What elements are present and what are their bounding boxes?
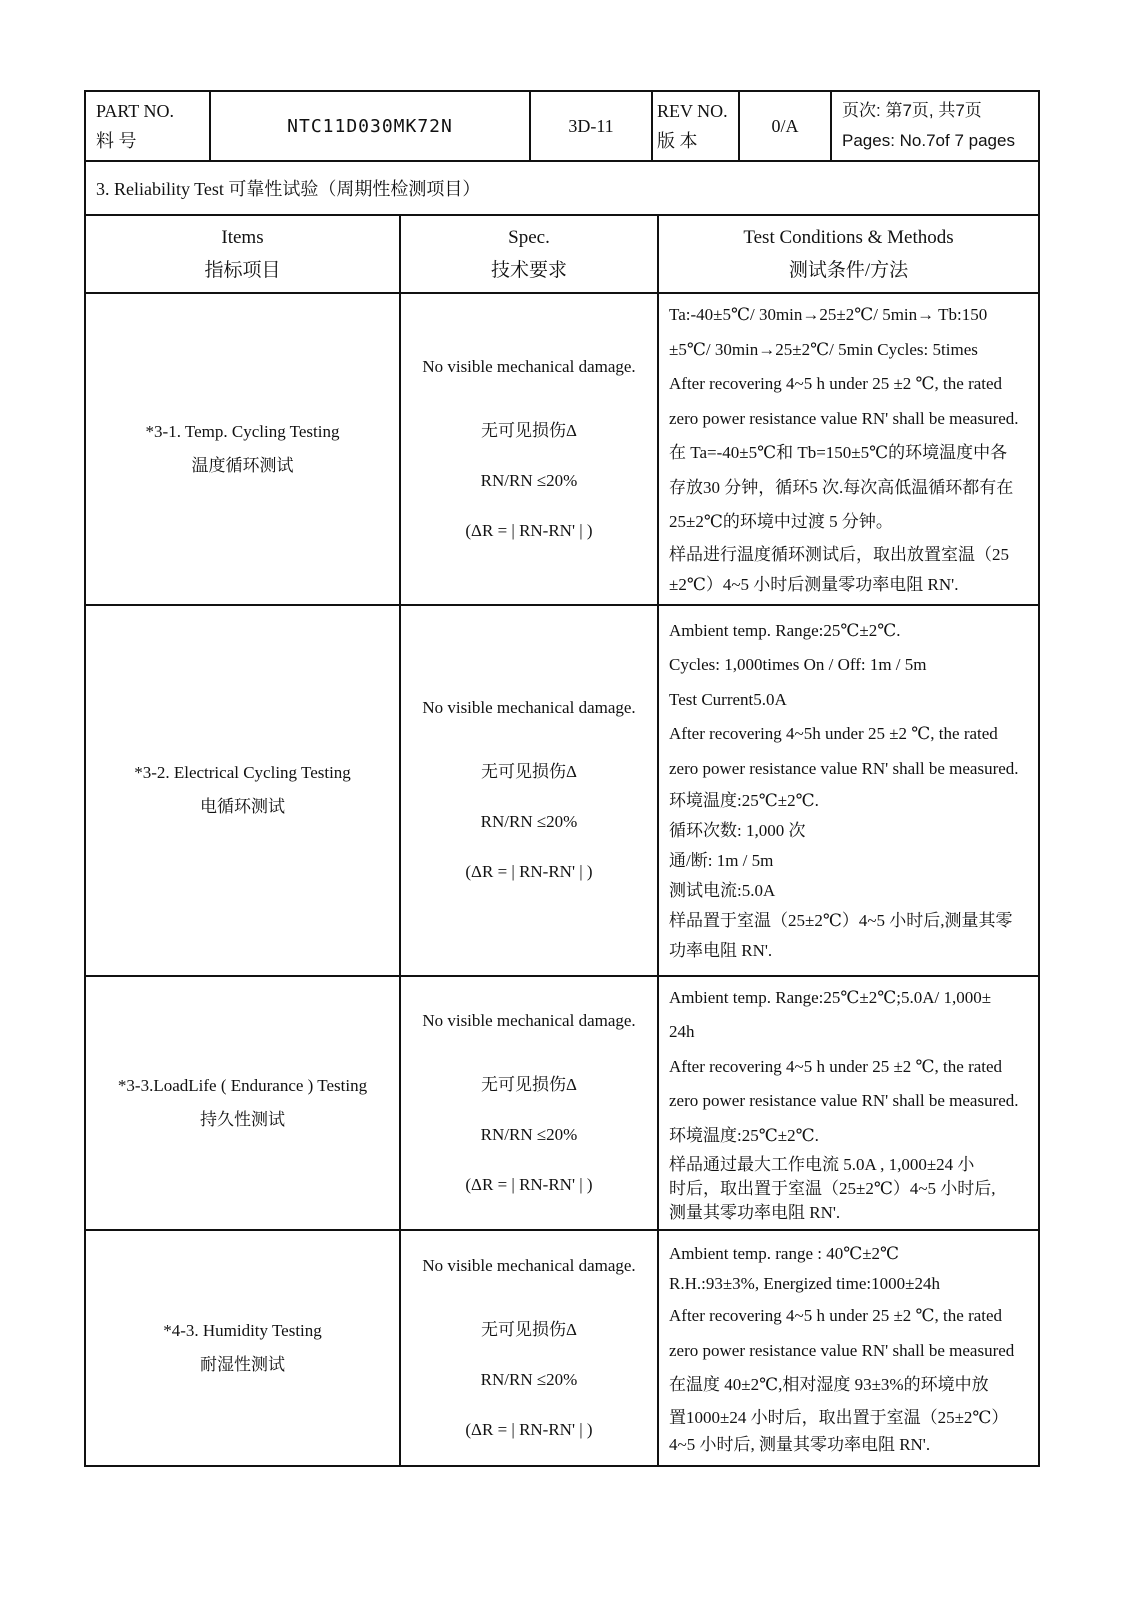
header-table — [84, 90, 1040, 162]
table-row — [85, 976, 1039, 1231]
rev-no-label: REV NO. 版 本 — [652, 91, 739, 161]
column-header-items: Items 指标项目 — [85, 215, 400, 293]
table-row — [85, 1230, 1039, 1466]
conditions-cell: Ambient temp. Range:25℃±2℃. Cycles: 1,000times On / Off: 1m / 5m Test Current5.0A After recovering 4~5h under 25 ±2 ℃, the rated zero power resistance value RN' shall be measured. 环境温度:25℃±2℃. 循环次数: 1,000 次 通/断: 1m / 5m 测试电流:5.0A 样品置于室温（25±2℃）4~5 小时后,测量其零 功率电阻 RN'. — [658, 605, 1039, 976]
item-cell: *3-3.LoadLife ( Endurance ) Testing 持久性测试 — [85, 976, 400, 1231]
column-header-conditions: Test Conditions & Methods 测试条件/方法 — [658, 215, 1039, 293]
spec-cell: No visible mechanical damage. 无可见损伤Δ RN/RN ≤20% (ΔR = | RN-RN' | ) — [400, 605, 658, 976]
item-cell: *4-3. Humidity Testing 耐湿性测试 — [85, 1230, 400, 1466]
table-row — [85, 293, 1039, 605]
doc-code: 3D-11 — [530, 91, 652, 161]
conditions-cell: Ambient temp. range : 40℃±2℃ R.H.:93±3%, Energized time:1000±24h After recovering 4~5 h under 25 ±2 ℃, the rated zero power resistance value RN' shall be measured 在温度 40±2℃,相对湿度 93±3%的环境中放 置1000±24 小时后，取出置于室温（25±2℃） 4~5 小时后, 测量其零功率电阻 RN'. — [658, 1230, 1039, 1466]
conditions-cell: Ambient temp. Range:25℃±2℃;5.0A/ 1,000± 24h After recovering 4~5 h under 25 ±2 ℃, the rated zero power resistance value RN' shall be measured. 环境温度:25℃±2℃. 样品通过最大工作电流 5.0A , 1,000±24 小 时后，取出置于室温（25±2℃）4~5 小时后, 测量其零功率电阻 RN'. — [658, 976, 1039, 1231]
column-header-spec: Spec. 技术要求 — [400, 215, 658, 293]
table-row — [85, 605, 1039, 976]
spec-cell: No visible mechanical damage. 无可见损伤Δ RN/RN ≤20% (ΔR = | RN-RN' | ) — [400, 293, 658, 605]
item-cell: *3-2. Electrical Cycling Testing 电循环测试 — [85, 605, 400, 976]
reliability-table — [84, 160, 1040, 1467]
spec-cell: No visible mechanical damage. 无可见损伤Δ RN/RN ≤20% (ΔR = | RN-RN' | ) — [400, 1230, 658, 1466]
page-number: 页次: 第7页, 共7页 Pages: No.7of 7 pages — [831, 91, 1039, 161]
section-title: 3. Reliability Test 可靠性试验（周期性检测项目） — [85, 161, 1039, 215]
rev-value: 0/A — [739, 91, 831, 161]
part-no-label: PART NO. 料 号 — [85, 91, 210, 161]
conditions-cell: Ta:-40±5℃/ 30min→25±2℃/ 5min→ Tb:150 ±5℃/ 30min→25±2℃/ 5min Cycles: 5times After recovering 4~5 h under 25 ±2 ℃, the rated zero power resistance value RN' shall be measured. 在 Ta=-40±5℃和 Tb=150±5℃的环境温度中各 存放30 分钟，循环5 次.每次高低温循环都有在 25±2℃的环境中过渡 5 分钟。 样品进行温度循环测试后，取出放置室温（25 ±2℃）4~5 小时后测量零功率电阻 RN'. — [658, 293, 1039, 605]
part-no-value: NTC11D030MK72N — [210, 91, 530, 161]
document-page — [84, 90, 1038, 1467]
item-cell: *3-1. Temp. Cycling Testing 温度循环测试 — [85, 293, 400, 605]
spec-cell: No visible mechanical damage. 无可见损伤Δ RN/RN ≤20% (ΔR = | RN-RN' | ) — [400, 976, 658, 1231]
